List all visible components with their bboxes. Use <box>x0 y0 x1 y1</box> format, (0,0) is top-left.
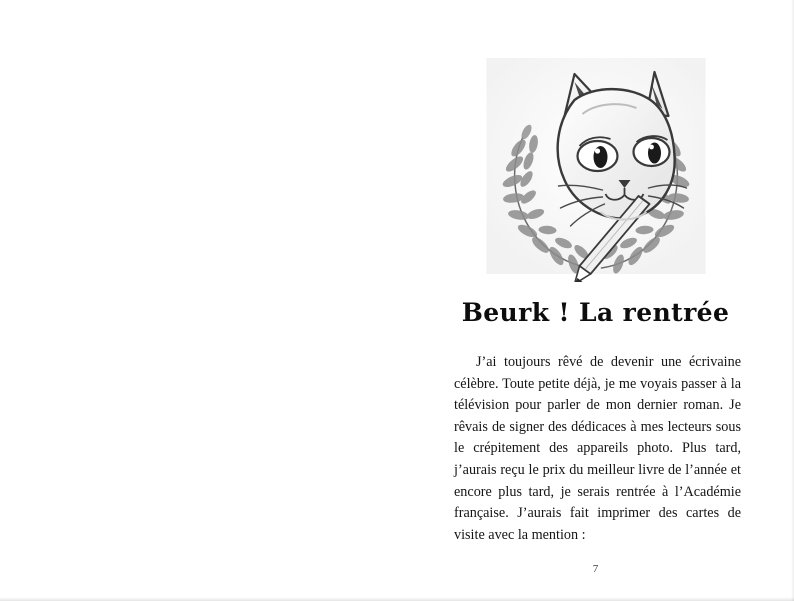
page-edge-shadow-bottom <box>0 597 794 601</box>
body-paragraph: J’ai toujours rêvé de devenir une écrivaine célèbre. Toute petite déjà, je me voyais passer à la télévision pour parler de mon dernier roman. Je rêvais de signer des dédicaces à mes lecteurs sous le crépitement des appareils photo. Plus tard, j’aurais reçu le prix du meilleur livre de l’année et encore plus tard, je serais rentrée à l’Académie française. J’aurais fait imprimer des cartes de visite avec la mention : <box>454 354 741 543</box>
chapter-title: Beurk ! La rentrée <box>461 298 730 327</box>
cat-with-pencil-in-laurel-wreath-icon <box>478 52 713 282</box>
page-right-content <box>397 0 794 601</box>
page-number: 7 <box>592 563 599 575</box>
chapter-body-text <box>454 352 741 546</box>
